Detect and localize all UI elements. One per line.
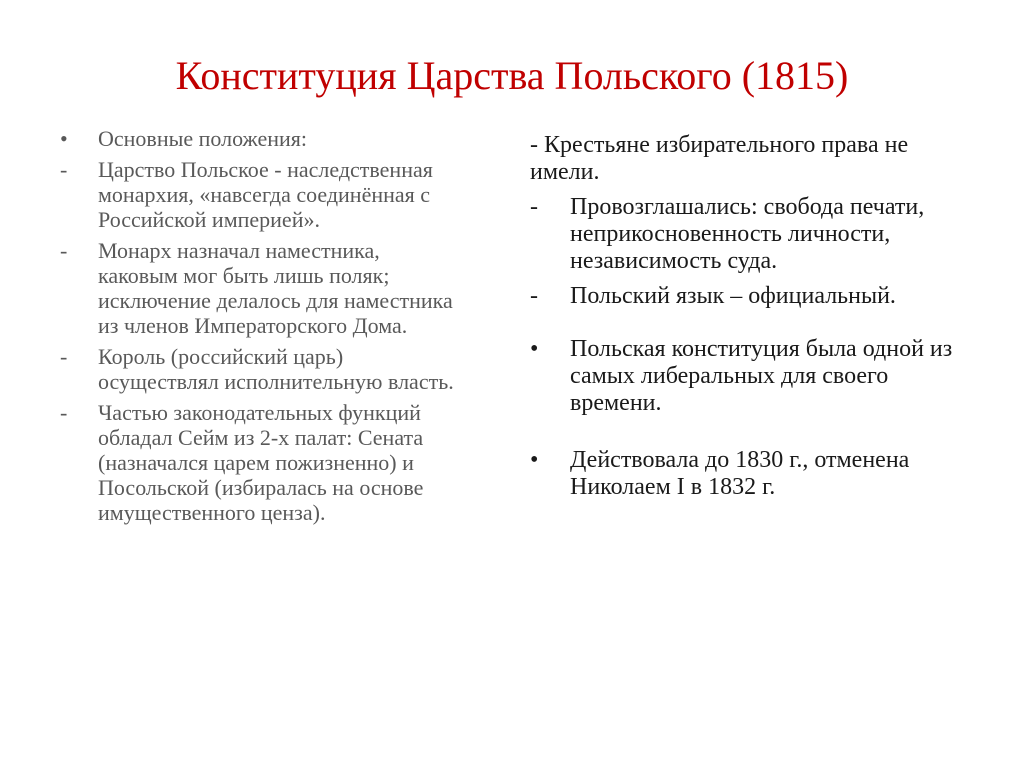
list-item-text: - Крестьяне избирательного права не имели.: [530, 132, 909, 185]
list-item-text: Царство Польское - наследственная монархия, «навсегда соединённая с Российской империей».: [98, 157, 433, 232]
dash-marker: -: [60, 344, 68, 369]
list-item-text: Король (российский царь) осуществлял исполнительную власть.: [98, 344, 454, 394]
list-item: [530, 336, 970, 417]
dash-marker: -: [60, 400, 68, 425]
list-item: [530, 447, 970, 501]
list-item-text: Основные положения:: [98, 126, 307, 151]
list-item-text: Польская конституция была одной из самых либеральных для своего времени.: [570, 336, 953, 416]
slide-title: Конституция Царства Польского (1815): [175, 53, 849, 98]
list-item-text: Польский язык – официальный.: [570, 283, 896, 309]
bullet-marker: •: [60, 126, 68, 151]
list-item: [530, 283, 970, 310]
list-item: [60, 126, 460, 151]
list-item: [60, 344, 460, 394]
bullet-marker: •: [530, 447, 539, 473]
list-item: [60, 400, 460, 525]
list-item-text: Частью законодательных функций обладал Сейм из 2-х палат: Сената (назначался царем пожизненно) и Посольской (избиралась на основе имущественного ценза).: [98, 400, 424, 525]
left-column: [60, 126, 460, 531]
list-item: [530, 132, 970, 186]
dash-marker: -: [60, 238, 68, 263]
right-column: [530, 132, 970, 509]
list-item-text: Монарх назначал наместника, каковым мог быть лишь поляк; исключение делалось для наместника из членов Императорского Дома.: [98, 238, 453, 338]
list-item: [60, 157, 460, 232]
dash-marker: -: [530, 283, 538, 309]
bullet-marker: •: [530, 336, 539, 362]
list-item: [530, 194, 970, 275]
list-item: [60, 238, 460, 338]
dash-marker: -: [60, 157, 68, 182]
list-item-text: Провозглашались: свобода печати, неприкосновенность личности, независимость суда.: [570, 194, 925, 274]
dash-marker: -: [530, 194, 538, 220]
list-item-text: Действовала до 1830 г., отменена Николаем I в 1832 г.: [570, 447, 910, 500]
